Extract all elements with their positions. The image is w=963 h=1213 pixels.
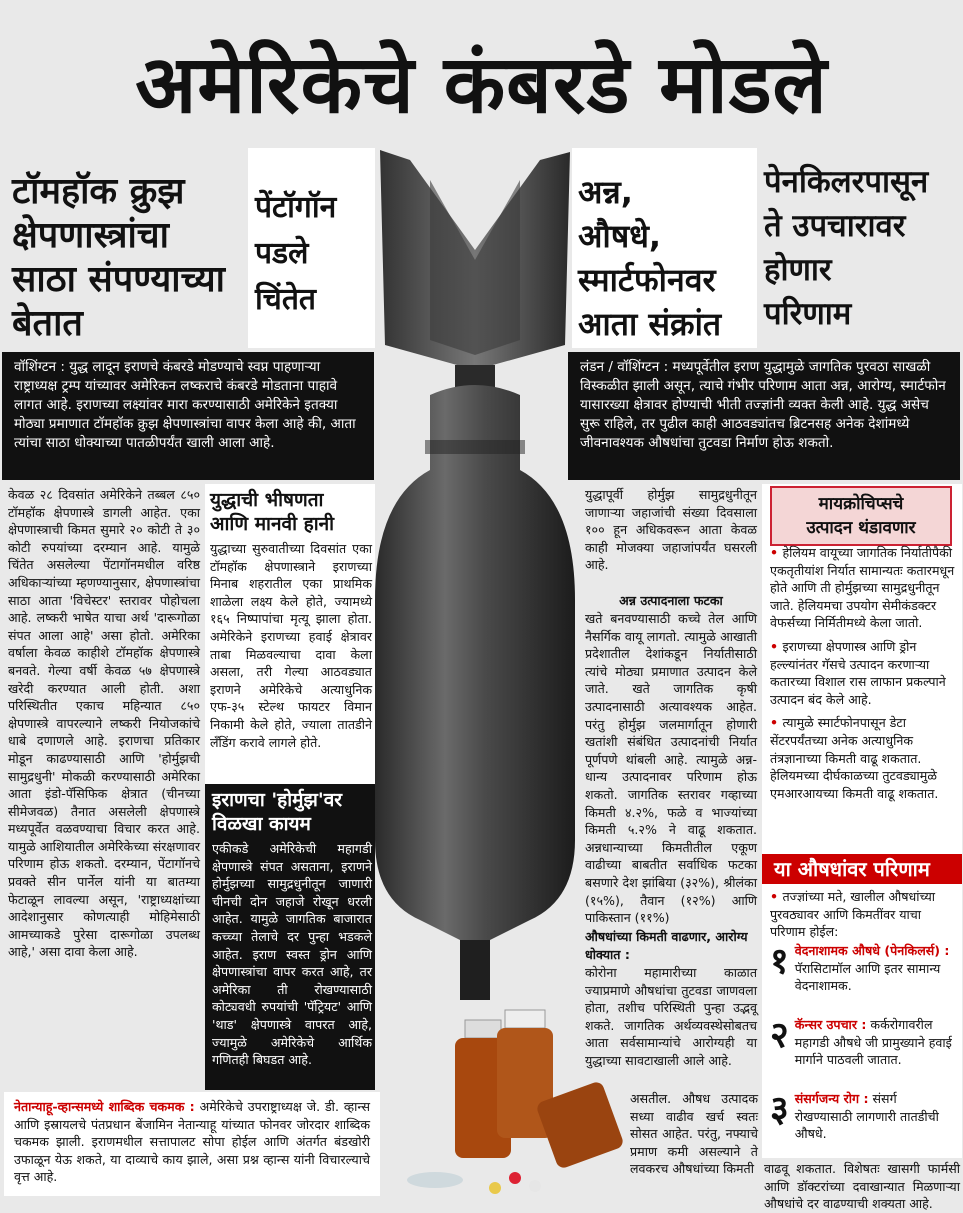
drug-text: कर्करोगावरील महागडी औषधे जी प्रामुख्याने हवाई मार्गाने पाठवली जातात.: [794, 1017, 952, 1068]
heading-line: उत्पादन थंडावणार: [806, 518, 916, 538]
heading-line: युद्धाची भीषणता: [210, 489, 324, 511]
col2-heading2: [212, 788, 374, 836]
medicine-bottles-illustration: [395, 1010, 635, 1200]
drug-number: २: [770, 1015, 789, 1056]
subhead-line: पडले: [255, 236, 309, 271]
drug-number: १: [770, 941, 789, 982]
subhead-line: होणार: [764, 252, 832, 288]
col1-body: केवळ २८ दिवसांत अमेरिकेने तब्बल ८५० टॉमहॉक क्षेपणास्त्रे डागली आहेत. एका क्षेपणास्त्राची किमत सुमारे २० कोटी ते ३० कोटी रुपयांच्या दरम्यान आहे. यामुळे चिंतेत असलेल्या पेंटागॉनमधील वरिष्ठ अधिकाऱ्यांच्या म्हणण्यानुसार, क्षेपणास्त्रांचा साठा आता 'विचेस्टर' स्तरावर पोहोचला आहे. लष्करी भाषेत याचा अर्थ 'दारूगोळा संपत आला आहे' असा होतो. अमेरिका वर्षाला केवळ काहीशे टॉमहॉक क्षेपणास्त्रे बनवते. गेल्या वर्षी केवळ ५७ क्षेपणास्त्रे खरेदी करण्यात आली होती. अशा परिस्थितीत एकाच महिन्यात ८५० क्षेपणास्त्रे वापरल्याने लष्करी नियोजकांचे धाबे दणाणले आहे. इराणचा प्रतिकार मोडून काढण्यासाठी आणि 'होर्मुझची सामुद्रधुनी' मोकळी करण्यासाठी अमेरिका आता इंडो-पॅसिफिक क्षेत्रात (चीनच्या सीमेजवळ) तैनात असलेली क्षेपणास्त्रे मध्यपूर्वेत वळवण्याचा विचार करत आहे. यामुळे आशियातील अमेरिकेच्या संरक्षणावर परिणाम होऊ शकतो. दरम्यान, पेंटागॉनचे प्रवक्ते सीन पार्नेल यांनी या बातम्या फेटाळून लावल्या असून, 'राष्ट्राध्यक्षांच्या आदेशानुसार कोणत्याही मोहिमेसाठी आमच्याकडे पुरेसा दारूगोळा उपलब्ध आहे,' असा दावा केला आहे.: [8, 487, 200, 960]
col2-body: युद्धाच्या सुरुवातीच्या दिवसांत एका टॉमहॉक क्षेपणास्त्राने इराणच्या मिनाब शहरातील एका प्राथमिक शाळेला लक्ष्य केले होते, ज्यामध्ये १६५ निष्पापांचा मृत्यू झाला होता. अमेरिकेने इराणच्या हवाई क्षेत्रावर ताबा मिळवल्याचा दावा केला असला, तरी गेल्या आठवड्यात इराणने अमेरिकेचे अत्याधुनिक एफ-३५ स्टेल्थ फायटर विमान निकामी केले होते, ज्याला तातडीने लँडिंग करावे लागले होते.: [210, 541, 372, 750]
col3-heading: अन्न उत्पादनाला फटका: [619, 593, 723, 608]
drug-text: पॅरासिटामॉल आणि इतर सामान्य वेदनाशामक.: [794, 960, 941, 994]
chip-heading-box: [770, 486, 952, 546]
drug-text: संसर्ग रोखण्यासाठी लागणारी तातडीची औषधे.: [794, 1091, 939, 1142]
subhead-line: पेंटॉगॉन: [255, 190, 337, 225]
heading-line: आणि मानवी हानी: [210, 513, 335, 535]
bomb-body: [375, 385, 575, 940]
drug-title: वेदनाशामक औषधे (पेनकिलर्स) :: [794, 943, 950, 958]
subhead-line: टॉमहॉक क्रुझ: [12, 171, 185, 212]
bullet-text: इराणच्या क्षेपणास्त्र आणि ड्रोन हल्ल्यांनंतर गॅसचे उत्पादन करणाऱ्या कतारच्या विशाल रास लाफान प्रकल्पाने उत्पादन बंद केले आहे.: [770, 638, 946, 707]
chip-bullet: • हेलियम वायूच्या जागतिक निर्यातीपैकी एकतृतीयांश निर्यात सामान्यतः कतारमधून होते आणि ती होर्मुझच्या सामुद्रधुनीतून जाते. हेलियमचा उपयोग सेमीकंडक्टर वेफर्सच्या निर्मितीमध्ये केला जातो.: [770, 545, 955, 631]
col2-body2: एकीकडे अमेरिकेची महागडी क्षेपणास्त्रे संपत असताना, इराणने होर्मुझच्या सामुद्रधुनीतून जाणारी चीनची दोन जहाजे रोखून धरली आहेत. यामुळे जागतिक बाजारात कच्च्या तेलाचे दर पुन्हा भडकले आहेत. इराण स्वस्त ड्रोन आणि क्षेपणास्त्रांचा वापर करत आहे, तर अमेरिका ती रोखण्यासाठी कोट्यवधी रुपयांची 'पॅट्रियट' आणि 'थाड' क्षेपणास्त्रे वापरत आहे, ज्यामुळे अमेरिकेचे आर्थिक गणितही बिघडत आहे.: [212, 841, 372, 1068]
vance-netanyahu-box: [4, 1092, 380, 1196]
subhead-line: परिणाम: [764, 296, 852, 332]
heading-line: इराणचा 'होर्मुझ'वर: [212, 789, 343, 811]
col3-body: खते बनवण्यासाठी कच्चे तेल आणि नैसर्गिक वायू लागतो. त्यामुळे आखाती प्रदेशातील देशांकडून निर्यातीसाठी त्यांचे मोठ्या प्रमाणात उत्पादन केले जाते. खते जागतिक कृषी उत्पादनासाठी अत्यावश्यक आहेत. परंतु होर्मुझ जलमार्गातून होणारी खतांशी संबंधित उत्पादनांची निर्यात पूर्णपणे थांबली आहे. त्यामुळे अन्न-धान्य उत्पादनावर परिणाम होऊ शकतो. जागतिक स्तरावर गव्हाच्या किमती ४.२%, फळे व भाज्यांच्या किमती ५.२% ने वाढू शकतात. अन्नधान्याच्या किमतीतील एकूण वाढीच्या बाबतीत सर्वाधिक फटका बसणारे देश झांबिया (३२%), श्रीलंका (१५%), तैवान (१२%) आणि पाकिस्तान (११%): [585, 611, 757, 926]
box-text: अमेरिकेचे उपराष्ट्राध्यक्ष जे. डी. व्हान्स आणि इस्रायलचे पंतप्रधान बेंजामिन नेतान्याहू यांच्यात फोनवर जोरदार शाब्दिक चकमक झाली. इराणमधील सत्तापालट सोपा होईल आणि अंतर्गत बंडखोरी उफाळून येऊ शकते, या दाव्याचे काय झाले, असा प्रश्न व्हान्स यांनी विचारल्याचे वृत्त आहे.: [14, 1099, 370, 1185]
drug-item: [770, 942, 956, 1001]
subhead-line: स्मार्टफोनवर: [578, 261, 716, 299]
col3-top: युद्धापूर्वी होर्मुझ सामुद्रधुनीतून जाणाऱ्या जहाजांची संख्या दिवसाला १०० हून अधिकवरून आता केवळ काही मोजक्या जहाजांपर्यंत घसरली आहे.: [585, 487, 757, 573]
chip-bullets: [770, 544, 956, 808]
subhead-line: क्षेपणास्त्रांचा: [12, 215, 169, 256]
subhead-line: औषधे,: [578, 217, 662, 255]
col2-heading: [210, 488, 375, 536]
bullet-text: त्यामुळे स्मार्टफोनपासून डेटा सेंटरपर्यंतच्या अनेक अत्याधुनिक तंत्रज्ञानाच्या किमती वाढू शकतात. हेलियमच्या दीर्घकाळच्या तुटवड्यामुळे एमआरआयच्या किमती वाढू शकतात.: [770, 715, 939, 801]
col3-heading2: औषधांच्या किमती वाढणार, आरोग्य धोक्यात :: [585, 929, 748, 962]
subhead-line: आता संक्रांत: [578, 305, 722, 343]
subhead-line: बेतात: [12, 303, 83, 344]
chip-bullet: • इराणच्या क्षेपणास्त्र आणि ड्रोन हल्ल्यांनंतर गॅसचे उत्पादन करणाऱ्या कतारच्या विशाल रास लाफान प्रकल्पाने उत्पादन बंद केले आहे.: [770, 638, 946, 707]
subhead-line: चिंतेत: [255, 282, 317, 317]
subhead-food: [578, 170, 758, 346]
bullet-text: हेलियम वायूच्या जागतिक निर्यातीपैकी एकतृतीयांश निर्यात सामान्यतः कतारमधून होते आणि ती होर्मुझच्या सामुद्रधुनीतून जाते. हेलियमचा उपयोग सेमीकंडक्टर वेफर्सच्या निर्मितीमध्ये केला जातो.: [770, 545, 955, 631]
intro-washington: वॉशिंग्टन : युद्ध लादून इराणचे कंबरडे मोडण्याचे स्वप्न पाहणाऱ्या राष्ट्राध्यक्ष ट्रम्प यांच्यावर अमेरिकन लष्कराचे कंबरडे मोडताना पाहावे लागत आहे. इराणच्या लक्ष्यांवर मारा करण्यासाठी अमेरिकेने इतक्या मोठ्या प्रमाणात टॉमहॉक क्रुझ क्षेपणास्त्रांचा वापर केला आहे की, आता त्यांचा साठा धोक्याच्या पातळीपर्यंत खाली आला आहे.: [2, 352, 374, 480]
drug-item: [770, 1016, 956, 1075]
box-lead: नेतान्याहू-व्हान्समध्ये शाब्दिक चकमक :: [14, 1099, 195, 1114]
subhead-pentagon: [255, 185, 375, 323]
intro-text: तज्ज्ञांच्या मते, खालील औषधांच्या पुरवठ्यावर आणि किमतींवर याचा परिणाम होईल:: [770, 889, 936, 940]
subhead-line: साठा संपण्याच्या: [12, 259, 225, 300]
subhead-tomahawk: [12, 170, 257, 346]
bomb-nose: [460, 940, 490, 1000]
drugs-band: या औषधांवर परिणाम: [762, 854, 962, 884]
subhead-line: ते उपचारावर: [764, 208, 906, 244]
subhead-line: अन्न,: [578, 173, 633, 211]
headline: अमेरिकेचे कंबरडे मोडले: [135, 38, 828, 131]
drug-item: [770, 1090, 956, 1149]
bomb-illustration: [370, 140, 580, 1020]
chip-bullet: • त्यामुळे स्मार्टफोनपासून डेटा सेंटरपर्यंतच्या अनेक अत्याधुनिक तंत्रज्ञानाच्या किमती वाढू शकतात. हेलियमच्या दीर्घकाळच्या तुटवड्यामुळे एमआरआयच्या किमती वाढू शकतात.: [770, 715, 939, 801]
heading-line: विळखा कायम: [212, 813, 311, 835]
drug-title: कॅन्सर उपचार :: [794, 1017, 867, 1032]
col3-tail: असतील. औषध उत्पादक सध्या वाढीव खर्च स्वतः सोसत आहेत. परंतु, नफ्याचे प्रमाण कमी असल्याने ते लवकरच औषधांच्या किमती: [630, 1091, 758, 1177]
col4-tail: वाढवू शकतात. विशेषतः खासगी फार्मसी आणि डॉक्टरांच्या दवाखान्यात मिळणाऱ्या औषधांचे दर वाढण्याची शक्यता आहे.: [764, 1161, 960, 1212]
subhead-line: पेनकिलरपासून: [764, 164, 929, 200]
col3-body2: कोरोना महामारीच्या काळात ज्याप्रमाणे औषधांचा तुटवडा जाणवला होता, तशीच परिस्थिती पुन्हा उद्भवू शकते. जागतिक अर्थव्यवस्थेसोबतच आता सर्वसामान्यांचे आरोग्यही या युद्धाच्या सावटाखाली आले आहे.: [585, 965, 757, 1068]
drug-title: संसर्गजन्य रोग :: [794, 1091, 869, 1106]
heading-line: मायक्रोचिप्सचे: [818, 494, 904, 514]
drug-number: ३: [770, 1089, 789, 1130]
intro-london: लंडन / वॉशिंग्टन : मध्यपूर्वेतील इराण युद्धामुळे जागतिक पुरवठा साखळी विस्कळीत झाली असून, त्याचे गंभीर परिणाम आता अन्न, आरोग्य, स्मार्टफोन यासारख्या क्षेत्रावर होण्याची भीती तज्ज्ञांनी व्यक्त केली आहे. युद्ध असेच सुरू राहिले, तर पुढील काही आठवड्यांतच ब्रिटनसह अनेक देशांमध्ये जीवनावश्यक औषधांचा तुटवडा निर्माण होऊ शकतो.: [568, 352, 960, 480]
subhead-painkiller: [764, 160, 960, 336]
drugs-intro: • तज्ज्ञांच्या मते, खालील औषधांच्या पुरवठ्यावर आणि किमतींवर याचा परिणाम होईल:: [770, 889, 936, 940]
